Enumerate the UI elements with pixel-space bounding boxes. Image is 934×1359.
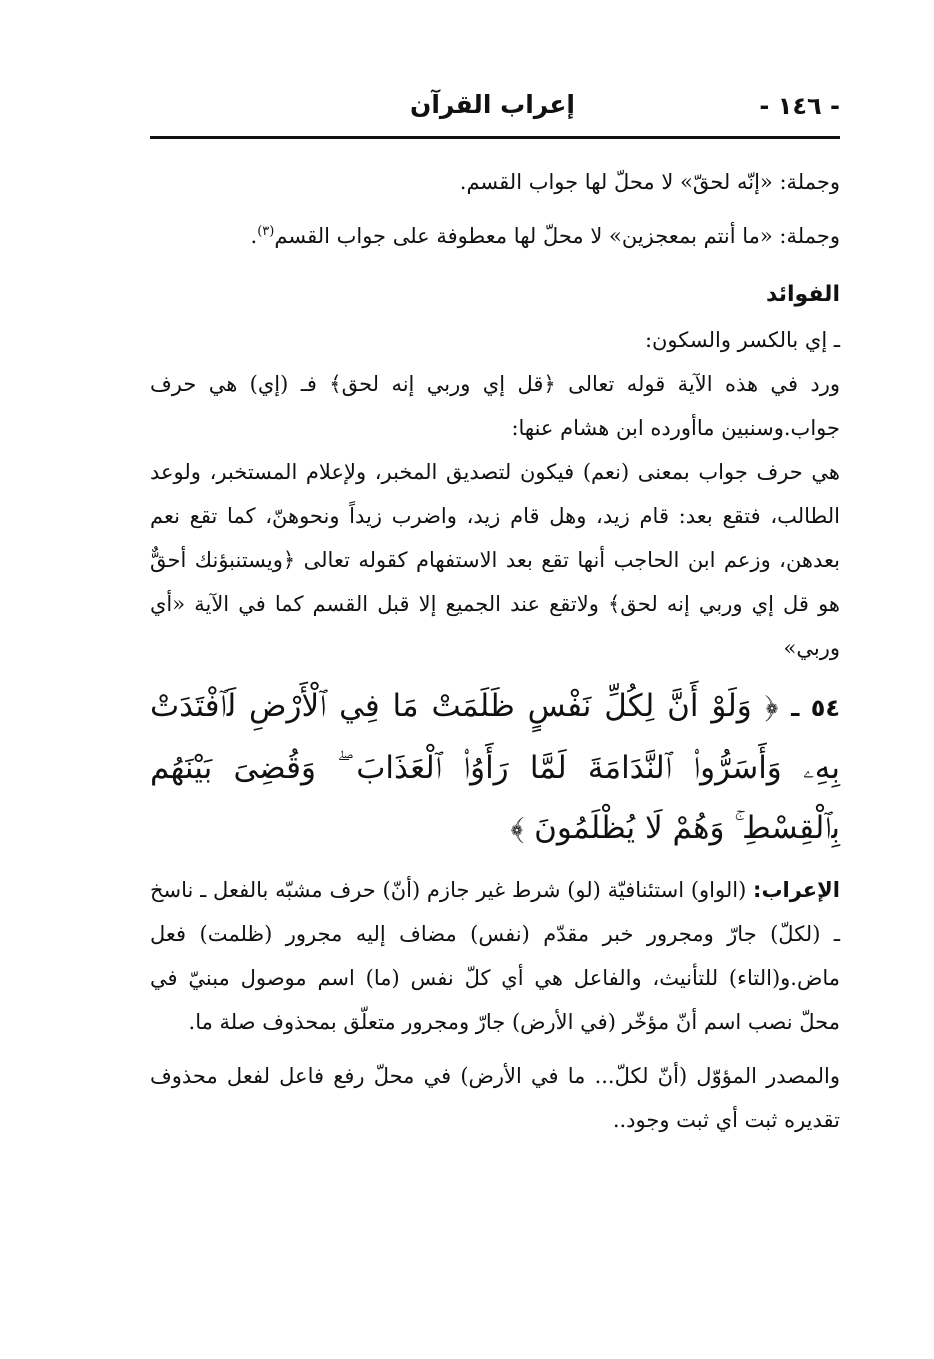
page-body — [150, 160, 840, 1142]
book-title: إعراب القرآن — [409, 90, 575, 119]
verse-text: ﴿ وَلَوْ أَنَّ لِكُلِّ نَفْسٍ ظَلَمَتْ مَا فِي ٱلْأَرْضِ لَٱفْتَدَتْ بِهِۦ وَأَسَرُّوا۟ ٱلنَّدَامَةَ لَمَّا رَأَوُا۟ ٱلْعَذَابَ ۖ وَقُضِىَ بَيْنَهُم بِٱلْقِسْطِ ۚ وَهُمْ لَا يُظْلَمُونَ ﴾ — [150, 688, 840, 846]
irab-label: الإعراب: — [753, 878, 840, 902]
quran-verse — [150, 676, 840, 858]
fawaid-paragraph-1: ورد في هذه الآية قوله تعالى ﴿قل إي وربي إنه لحق﴾ فـ (إي) هي حرف جواب.وسنبين ماأورده ابن هشام عنها: — [150, 372, 840, 440]
sentence-analysis-2 — [150, 214, 840, 258]
footnote-marker: (٣) — [257, 224, 275, 239]
fawaid-subheading: ـ إي بالكسر والسكون: — [644, 328, 840, 352]
irab-paragraph-1 — [150, 868, 840, 1044]
sentence-analysis-1: وجملة: «إنّه لحقّ» لا محلّ لها جواب القسم. — [459, 170, 840, 194]
irab-paragraph-2: والمصدر المؤوّل (أنّ لكلّ... ما في الأرض) في محلّ رفع فاعل لفعل محذوف تقديره ثبت أي ثبت وجود.. — [150, 1064, 840, 1132]
header-rule — [150, 136, 840, 139]
verse-number: ٥٤ ـ — [791, 694, 841, 722]
sentence-analysis-2-text: وجملة: «ما أنتم بمعجزين» لا محلّ لها معطوفة على جواب القسم — [274, 224, 840, 248]
fawaid-paragraph-2: هي حرف جواب بمعنى (نعم) فيكون لتصديق المخبر، ولإعلام المستخبر، ولوعد الطالب، فتقع بعد: قام زيد، وهل قام زيد، واضرب زيداً ونحوهنّ، كما تقع نعم بعدهن، وزعم ابن الحاجب أنها تقع بعد الاستفهام كقوله تعالى ﴿ويستنبؤنك أحقٌّ هو قل إي وربي إنه لحق﴾ ولاتقع عند الجميع إلا قبل القسم كما في الآية «أي وربي» — [150, 460, 840, 660]
book-page — [150, 88, 840, 1288]
sentence-analysis-2-end: . — [250, 224, 258, 248]
page-header — [150, 88, 840, 128]
irab-paragraph-1-text: (الواو) استئنافيّة (لو) شرط غير جازم (أنّ) حرف مشبّه بالفعل ـ ناسخ ـ (لكلّ) جارّ ومجرور خبر مقدّم (نفس) مضاف إليه مجرور (ظلمت) فعل ماض.و(التاء) للتأنيث، والفاعل هي أي كلّ نفس (ما) اسم موصول مبنيّ في محلّ نصب اسم أنّ مؤخّر (في الأرض) جارّ ومجرور متعلّق بمحذوف صلة ما. — [150, 878, 840, 1034]
page-number: - ١٤٦ - — [759, 92, 840, 120]
fawaid-heading: الفوائد — [766, 282, 840, 307]
